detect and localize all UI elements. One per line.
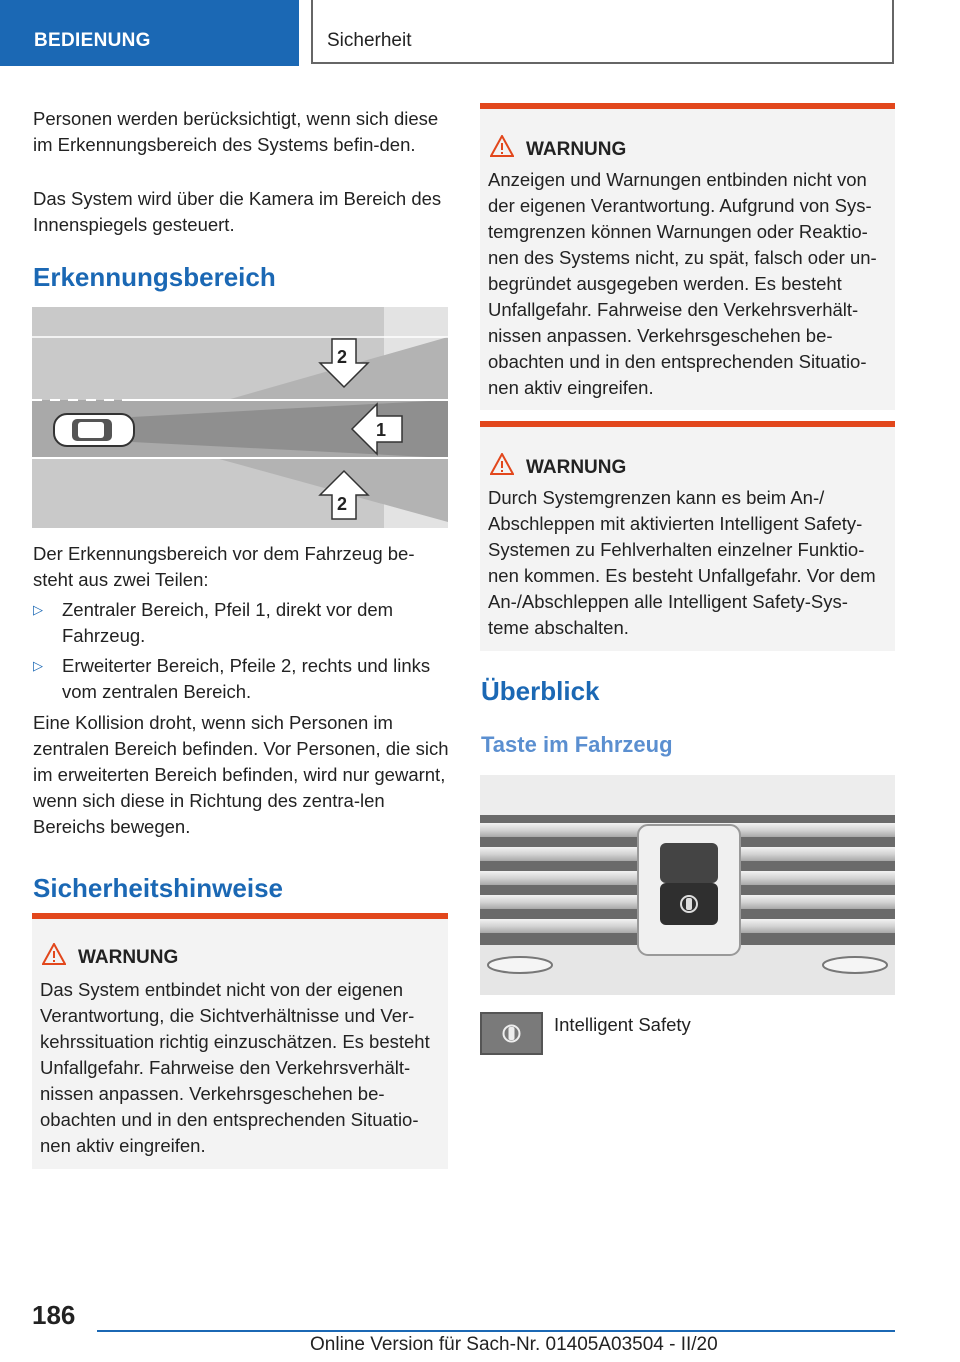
warning-title: WARNUNG — [78, 947, 179, 968]
warning-box-2 — [480, 103, 895, 410]
bullet-triangle-icon: ▷ — [33, 602, 43, 617]
heading-sicherheitshinweise: Sicherheitshinweise — [33, 873, 283, 903]
warning-icon — [490, 135, 514, 157]
chapter-title: Sicherheit — [327, 30, 412, 51]
warning-box-3 — [480, 421, 895, 651]
page-number: 186 — [32, 1300, 76, 1330]
warning-text: Das System entbindet nicht von der eigenen Verantwortung, die Sichtverhältnisse und Ver‐kehrssituation richtig einzuschätzen. Es besteht Unfallgefahr. Fahrweise den Verkehrsverhält‐nissen anpassen. Verkehrsgeschehen be‐obachten und in den entsprechenden Situatio‐nen aktiv eingreifen. — [40, 979, 430, 1156]
section-label: BEDIENUNG — [34, 30, 151, 51]
warning-box-1 — [32, 913, 448, 1169]
heading-ueberblick: Überblick — [481, 676, 600, 706]
chapter-header — [311, 0, 894, 64]
warning-title: WARNUNG — [526, 457, 627, 478]
warning-icon — [490, 453, 514, 475]
warning-text: Durch Systemgrenzen kann es beim An-/ Abschleppen mit aktivierten Intelligent Safety-Systemen zu Fehlverhalten einzelner Funktio‐nen kommen. Es besteht Unfallgefahr. Vor dem An-/Abschleppen alle Intelligent Safety-Sys‐teme abschalten. — [488, 487, 876, 638]
warning-text: Anzeigen und Warnungen entbinden nicht von der eigenen Verantwortung. Aufgrund von Sys‐temgrenzen können Warnungen oder Reaktio‐nen des Systems nicht, zu spät, falsch oder un‐begründet ausgegeben werden. Es besteht Unfallgefahr. Fahrweise den Verkehrsverhält‐nissen anpassen. Verkehrsgeschehen be‐obachten und in den entsprechenden Situatio‐nen aktiv eingreifen. — [488, 169, 877, 398]
intro-paragraph-1: Personen werden berücksichtigt, wenn sich diese im Erkennungsbereich des Systems befin‐den. — [33, 108, 439, 155]
button-label: Intelligent Safety — [554, 1014, 691, 1035]
warning-title: WARNUNG — [526, 139, 627, 160]
section-tab — [0, 0, 299, 66]
heading-taste-im-fahrzeug: Taste im Fahrzeug — [481, 732, 673, 757]
detection-area-diagram — [32, 307, 448, 528]
footer-divider — [97, 1330, 895, 1332]
collision-paragraph: Eine Kollision droht, wenn sich Personen im zentralen Bereich befinden. Vor Personen, die sich im erweiterten Bereich befinden, wird nur gewarnt, wenn sich diese in Richtung des zentra‐len Bereichs bewegen. — [33, 712, 449, 837]
svg-text:1: 1 — [376, 420, 387, 440]
svg-text:2: 2 — [337, 494, 348, 514]
heading-erkennungsbereich: Erkennungsbereich — [33, 262, 276, 292]
intro-paragraph-2: Das System wird über die Kamera im Bereich des Innenspiegels gesteuert. — [33, 188, 442, 235]
svg-text:2: 2 — [337, 347, 348, 367]
intelligent-safety-icon — [480, 1012, 543, 1055]
car-icon — [54, 414, 134, 446]
description-paragraph: Der Erkennungsbereich vor dem Fahrzeug be‐steht aus zwei Teilen: — [33, 543, 415, 590]
warning-icon — [42, 943, 66, 965]
bullet-triangle-icon: ▷ — [33, 658, 43, 673]
online-version-text: Online Version für Sach-Nr. 01405A03504 - II/20 — [310, 1334, 718, 1355]
vehicle-button-photo — [480, 775, 895, 995]
